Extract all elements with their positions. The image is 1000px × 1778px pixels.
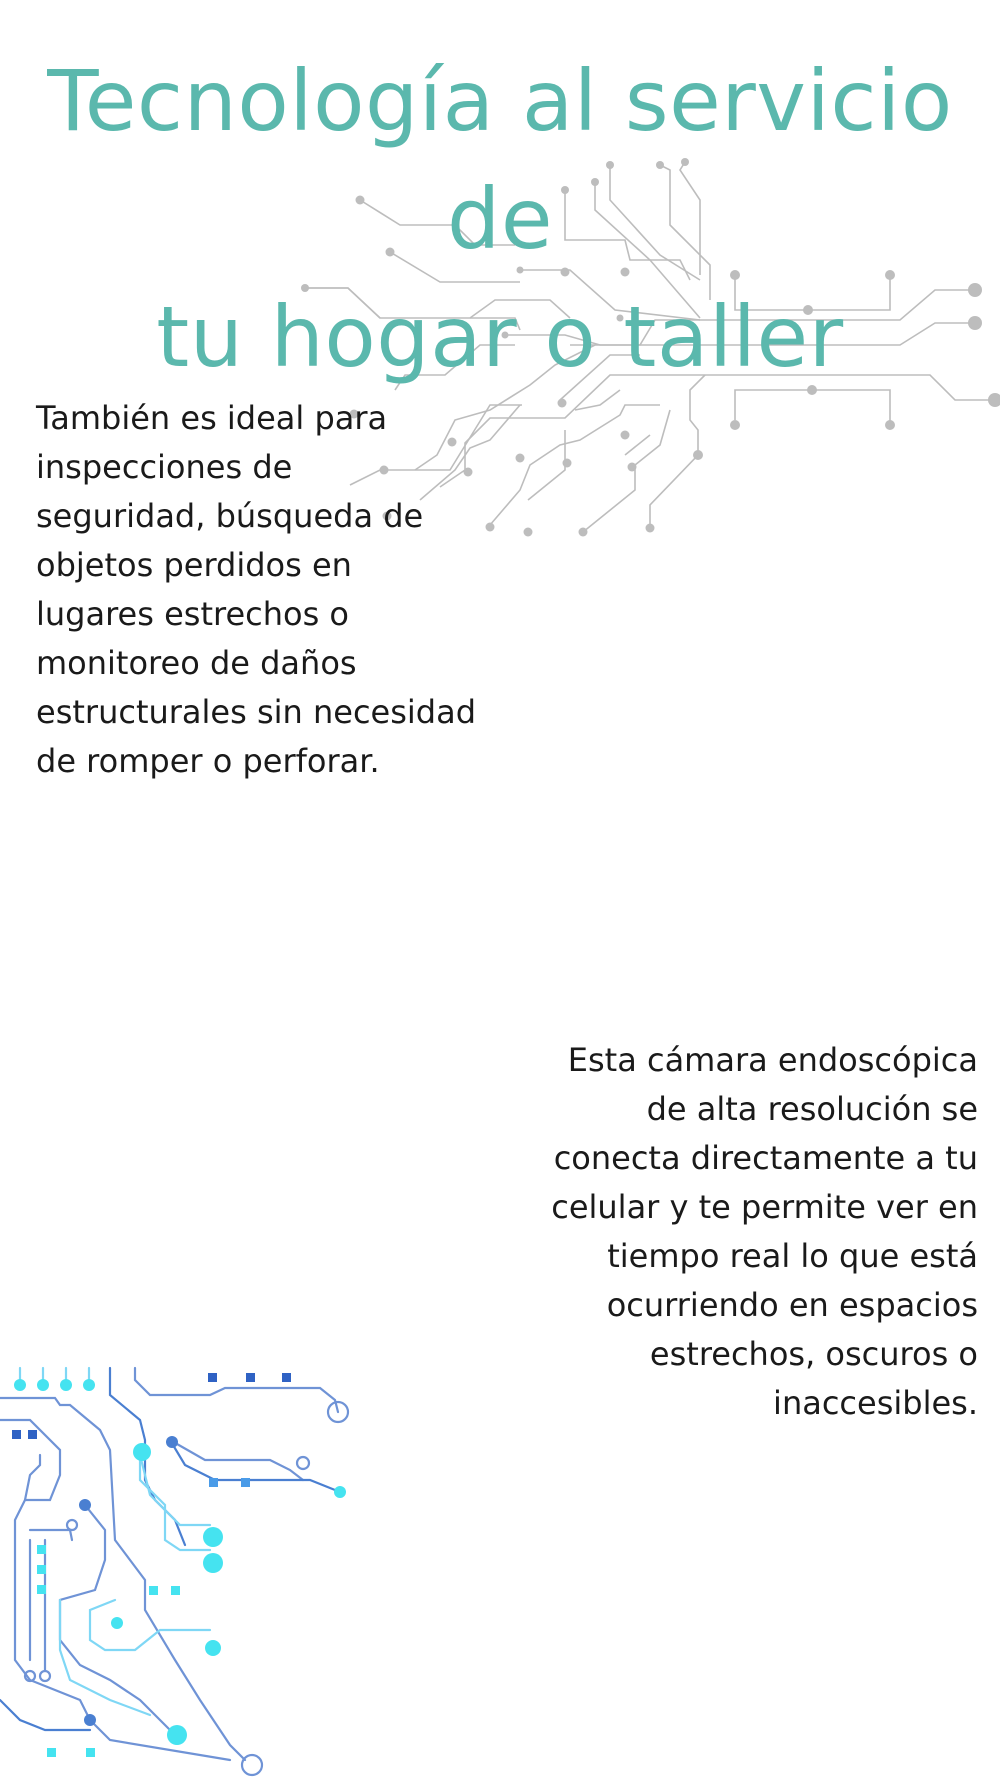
right-line: de alta resolución se: [646, 1090, 978, 1128]
info-paragraph-right: [520, 1036, 978, 1428]
left-line: objetos perdidos en: [36, 546, 352, 584]
right-line: celular y te permite ver en: [551, 1188, 978, 1226]
left-line: inspecciones de: [36, 448, 293, 486]
left-line: También es ideal para: [36, 399, 388, 437]
left-line: lugares estrechos o: [36, 595, 349, 633]
title-line-2: tu hogar o taller: [156, 288, 844, 386]
right-line: ocurriendo en espacios: [606, 1286, 978, 1324]
left-line: estructurales sin necesidad: [36, 693, 477, 731]
left-line: de romper o perforar.: [36, 742, 380, 780]
circuit-bottom-icon: [0, 1360, 360, 1778]
left-line: monitoreo de daños: [36, 644, 357, 682]
right-line: Esta cámara endoscópica: [567, 1041, 978, 1079]
right-line: estrechos, oscuros o: [649, 1335, 978, 1373]
right-line: inaccesibles.: [773, 1384, 978, 1422]
left-line: seguridad, búsqueda de: [36, 497, 424, 535]
page-title: [0, 42, 1000, 396]
info-paragraph-left: [36, 394, 496, 786]
right-line: conecta directamente a tu: [553, 1139, 978, 1177]
right-line: tiempo real lo que está: [607, 1237, 978, 1275]
title-line-1: Tecnología al servicio de: [47, 52, 953, 268]
